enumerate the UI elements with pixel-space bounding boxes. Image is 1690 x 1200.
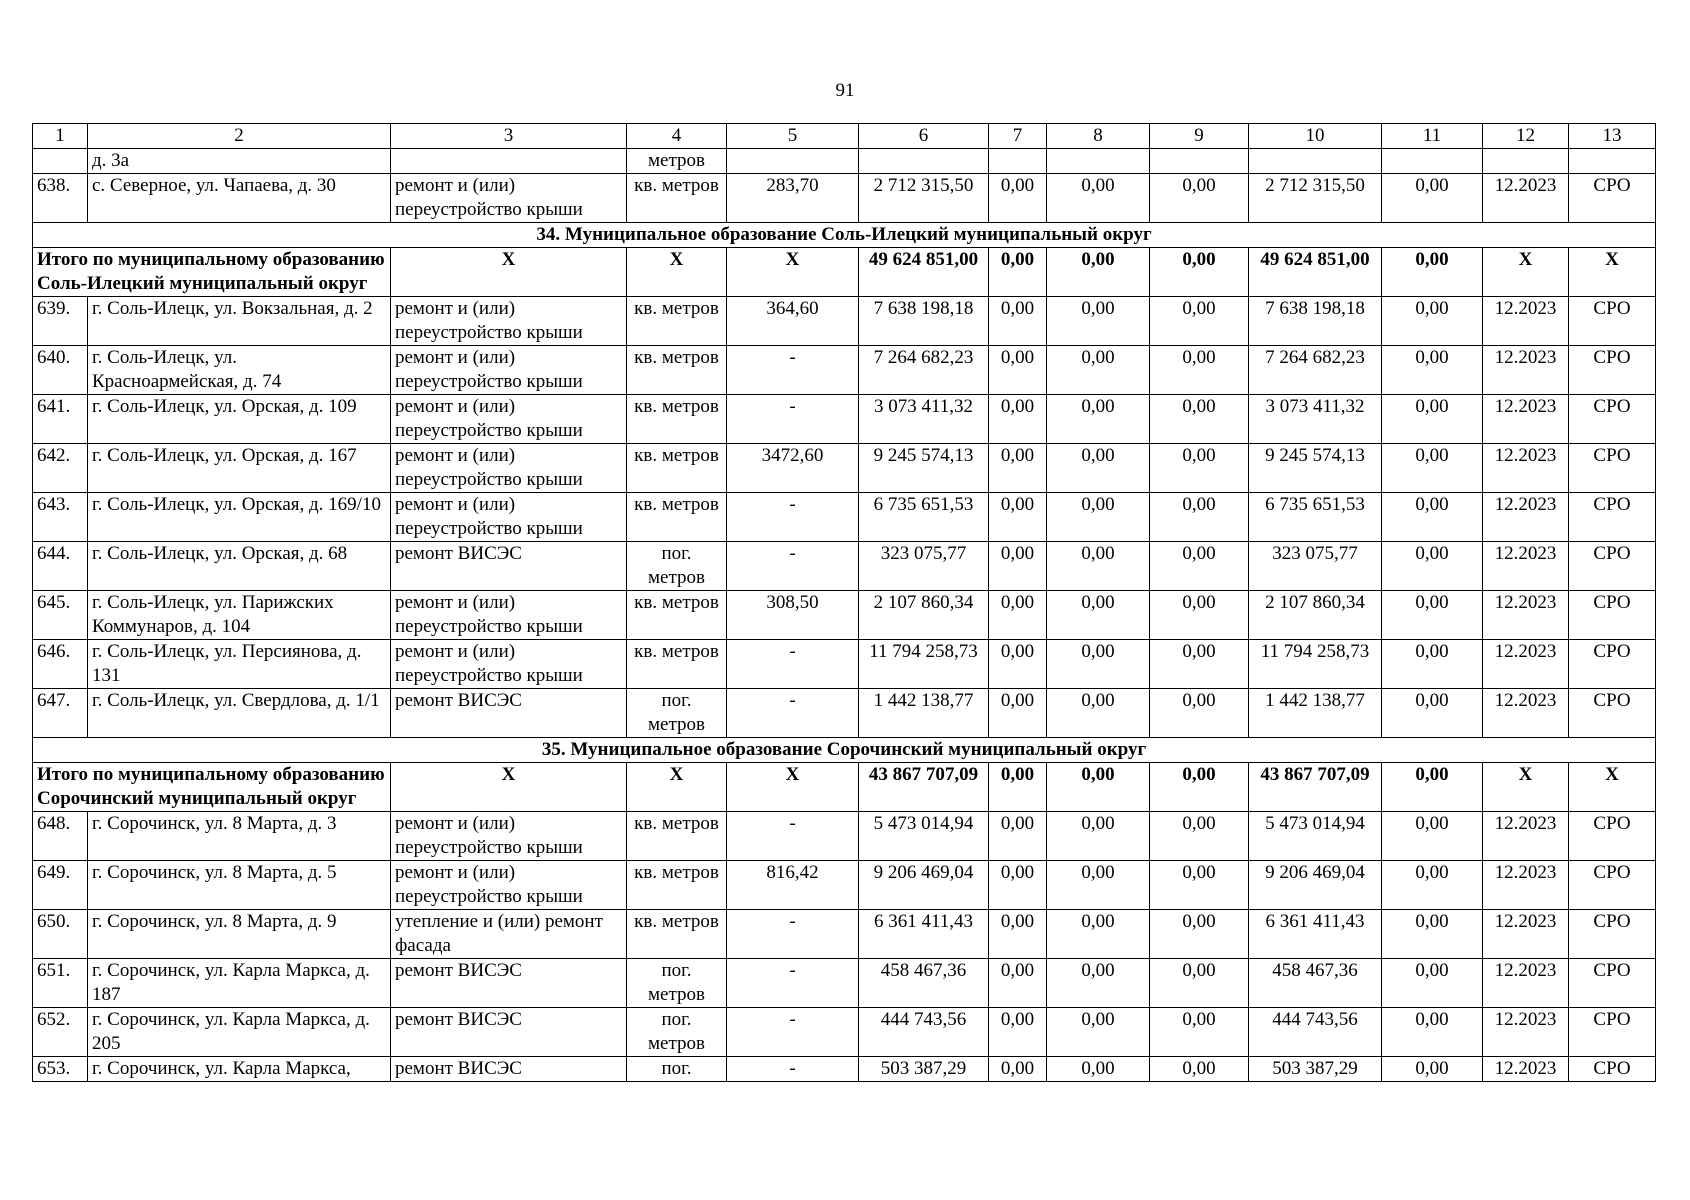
subtotal-row bbox=[33, 763, 1656, 812]
value-cell bbox=[1150, 149, 1249, 174]
unit-cell: пог. метров bbox=[627, 959, 727, 1008]
row-number: 647. bbox=[33, 689, 88, 738]
value-cell: 0,00 bbox=[989, 542, 1047, 591]
row-number: 642. bbox=[33, 444, 88, 493]
total-cost-cell bbox=[1249, 149, 1382, 174]
column-number-cell: 1 bbox=[33, 124, 88, 149]
total-cost-cell: 5 473 014,94 bbox=[1249, 812, 1382, 861]
value-cell: 0,00 bbox=[1150, 910, 1249, 959]
work-type-cell: ремонт и (или) переустройство крыши bbox=[391, 395, 627, 444]
cost-cell: 2 712 315,50 bbox=[859, 174, 989, 223]
table-row bbox=[33, 959, 1656, 1008]
area-cell: - bbox=[727, 395, 859, 444]
value-cell: 0,00 bbox=[1382, 395, 1483, 444]
value-cell: 0,00 bbox=[989, 959, 1047, 1008]
cost-cell: 3 073 411,32 bbox=[859, 395, 989, 444]
work-type-cell: ремонт и (или) переустройство крыши bbox=[391, 812, 627, 861]
organization-cell: СРО bbox=[1569, 959, 1656, 1008]
work-type-cell: ремонт и (или) переустройство крыши bbox=[391, 444, 627, 493]
unit-cell: кв. метров bbox=[627, 493, 727, 542]
work-type-cell: утепление и (или) ремонт фасада bbox=[391, 910, 627, 959]
value-cell: 0,00 bbox=[1047, 861, 1150, 910]
row-number: 641. bbox=[33, 395, 88, 444]
table-row bbox=[33, 1008, 1656, 1057]
value-cell: 0,00 bbox=[1382, 910, 1483, 959]
value-cell: 0,00 bbox=[1150, 493, 1249, 542]
address-cell: г. Сорочинск, ул. Карла Маркса, д. 187 bbox=[88, 959, 391, 1008]
work-type-cell: ремонт ВИСЭС bbox=[391, 542, 627, 591]
work-type-cell: ремонт и (или) переустройство крыши bbox=[391, 591, 627, 640]
cost-cell: 458 467,36 bbox=[859, 959, 989, 1008]
organization-cell: СРО bbox=[1569, 640, 1656, 689]
address-cell: г. Соль-Илецк, ул. Красноармейская, д. 74 bbox=[88, 346, 391, 395]
value-cell: 0,00 bbox=[1047, 812, 1150, 861]
area-cell: 3472,60 bbox=[727, 444, 859, 493]
address-cell: г. Соль-Илецк, ул. Вокзальная, д. 2 bbox=[88, 297, 391, 346]
subtotal-value: 0,00 bbox=[1150, 248, 1249, 297]
row-number: 648. bbox=[33, 812, 88, 861]
organization-cell: СРО bbox=[1569, 174, 1656, 223]
value-cell: 0,00 bbox=[1047, 1008, 1150, 1057]
address-cell: г. Соль-Илецк, ул. Орская, д. 167 bbox=[88, 444, 391, 493]
address-cell: г. Соль-Илецк, ул. Орская, д. 109 bbox=[88, 395, 391, 444]
total-cost-cell: 2 712 315,50 bbox=[1249, 174, 1382, 223]
organization-cell: СРО bbox=[1569, 812, 1656, 861]
value-cell: 0,00 bbox=[1047, 640, 1150, 689]
row-number: 639. bbox=[33, 297, 88, 346]
unit-cell: пог. bbox=[627, 1057, 727, 1082]
total-cost-cell: 6 735 651,53 bbox=[1249, 493, 1382, 542]
address-cell: г. Соль-Илецк, ул. Орская, д. 68 bbox=[88, 542, 391, 591]
value-cell: 0,00 bbox=[989, 812, 1047, 861]
date-cell: 12.2023 bbox=[1483, 689, 1569, 738]
value-cell: 0,00 bbox=[1382, 1008, 1483, 1057]
value-cell: 0,00 bbox=[1150, 174, 1249, 223]
organization-cell: СРО bbox=[1569, 493, 1656, 542]
total-cost-cell: 2 107 860,34 bbox=[1249, 591, 1382, 640]
unit-cell: кв. метров bbox=[627, 910, 727, 959]
unit-cell: кв. метров bbox=[627, 861, 727, 910]
organization-cell: СРО bbox=[1569, 542, 1656, 591]
subtotal-x-cell: X bbox=[1569, 248, 1656, 297]
row-number: 653. bbox=[33, 1057, 88, 1082]
row-number: 650. bbox=[33, 910, 88, 959]
subtotal-value: 0,00 bbox=[989, 763, 1047, 812]
subtotal-label: Итого по муниципальному образованию Соль-Илецкий муниципальный округ bbox=[33, 248, 391, 297]
value-cell: 0,00 bbox=[1150, 346, 1249, 395]
value-cell: 0,00 bbox=[989, 861, 1047, 910]
work-type-cell: ремонт ВИСЭС bbox=[391, 1008, 627, 1057]
work-type-cell bbox=[391, 149, 627, 174]
date-cell: 12.2023 bbox=[1483, 959, 1569, 1008]
value-cell: 0,00 bbox=[989, 493, 1047, 542]
work-type-cell: ремонт ВИСЭС bbox=[391, 1057, 627, 1082]
area-cell: 816,42 bbox=[727, 861, 859, 910]
date-cell: 12.2023 bbox=[1483, 1008, 1569, 1057]
work-type-cell: ремонт и (или) переустройство крыши bbox=[391, 640, 627, 689]
date-cell: 12.2023 bbox=[1483, 542, 1569, 591]
date-cell: 12.2023 bbox=[1483, 1057, 1569, 1082]
page-number: 91 bbox=[835, 80, 855, 101]
date-cell: 12.2023 bbox=[1483, 395, 1569, 444]
value-cell: 0,00 bbox=[1047, 297, 1150, 346]
value-cell: 0,00 bbox=[1150, 542, 1249, 591]
cost-cell: 9 206 469,04 bbox=[859, 861, 989, 910]
value-cell: 0,00 bbox=[1150, 1008, 1249, 1057]
area-cell: - bbox=[727, 1008, 859, 1057]
value-cell: 0,00 bbox=[1150, 959, 1249, 1008]
cost-cell bbox=[859, 149, 989, 174]
unit-cell: пог. метров bbox=[627, 689, 727, 738]
value-cell: 0,00 bbox=[1382, 689, 1483, 738]
subtotal-value: 0,00 bbox=[1047, 763, 1150, 812]
total-cost-cell: 9 206 469,04 bbox=[1249, 861, 1382, 910]
work-type-cell: ремонт и (или) переустройство крыши bbox=[391, 346, 627, 395]
date-cell bbox=[1483, 149, 1569, 174]
table-row bbox=[33, 346, 1656, 395]
total-cost-cell: 6 361 411,43 bbox=[1249, 910, 1382, 959]
value-cell: 0,00 bbox=[1047, 689, 1150, 738]
value-cell: 0,00 bbox=[989, 910, 1047, 959]
total-cost-cell: 444 743,56 bbox=[1249, 1008, 1382, 1057]
date-cell: 12.2023 bbox=[1483, 444, 1569, 493]
column-number-cell: 2 bbox=[88, 124, 391, 149]
table-row bbox=[33, 395, 1656, 444]
table-row bbox=[33, 640, 1656, 689]
unit-cell: кв. метров bbox=[627, 444, 727, 493]
value-cell: 0,00 bbox=[1047, 174, 1150, 223]
value-cell: 0,00 bbox=[1047, 1057, 1150, 1082]
value-cell: 0,00 bbox=[1150, 1057, 1249, 1082]
subtotal-x-cell: X bbox=[727, 763, 859, 812]
value-cell: 0,00 bbox=[1150, 861, 1249, 910]
subtotal-cost: 49 624 851,00 bbox=[1249, 248, 1382, 297]
table-row bbox=[33, 174, 1656, 223]
value-cell: 0,00 bbox=[989, 689, 1047, 738]
area-cell: - bbox=[727, 1057, 859, 1082]
unit-cell: метров bbox=[627, 149, 727, 174]
column-number-cell: 9 bbox=[1150, 124, 1249, 149]
value-cell: 0,00 bbox=[989, 174, 1047, 223]
subtotal-x-cell: X bbox=[391, 763, 627, 812]
value-cell: 0,00 bbox=[1382, 640, 1483, 689]
row-number: 640. bbox=[33, 346, 88, 395]
total-cost-cell: 3 073 411,32 bbox=[1249, 395, 1382, 444]
organization-cell: СРО bbox=[1569, 346, 1656, 395]
table-row bbox=[33, 444, 1656, 493]
total-cost-cell: 503 387,29 bbox=[1249, 1057, 1382, 1082]
unit-cell: кв. метров bbox=[627, 297, 727, 346]
register-table bbox=[32, 123, 1656, 1082]
column-number-cell: 8 bbox=[1047, 124, 1150, 149]
address-cell: г. Сорочинск, ул. 8 Марта, д. 5 bbox=[88, 861, 391, 910]
value-cell: 0,00 bbox=[1382, 297, 1483, 346]
table-row bbox=[33, 149, 1656, 174]
total-cost-cell: 458 467,36 bbox=[1249, 959, 1382, 1008]
organization-cell: СРО bbox=[1569, 395, 1656, 444]
column-number-cell: 5 bbox=[727, 124, 859, 149]
organization-cell: СРО bbox=[1569, 861, 1656, 910]
table-row bbox=[33, 1057, 1656, 1082]
date-cell: 12.2023 bbox=[1483, 910, 1569, 959]
value-cell: 0,00 bbox=[1047, 542, 1150, 591]
area-cell: - bbox=[727, 493, 859, 542]
column-number-cell: 12 bbox=[1483, 124, 1569, 149]
subtotal-row bbox=[33, 248, 1656, 297]
work-type-cell: ремонт ВИСЭС bbox=[391, 689, 627, 738]
value-cell: 0,00 bbox=[1382, 812, 1483, 861]
subtotal-x-cell: X bbox=[627, 248, 727, 297]
total-cost-cell: 1 442 138,77 bbox=[1249, 689, 1382, 738]
organization-cell: СРО bbox=[1569, 297, 1656, 346]
subtotal-label: Итого по муниципальному образованию Сорочинский муниципальный округ bbox=[33, 763, 391, 812]
value-cell: 0,00 bbox=[1382, 1057, 1483, 1082]
address-cell: г. Соль-Илецк, ул. Парижских Коммунаров, д. 104 bbox=[88, 591, 391, 640]
value-cell: 0,00 bbox=[1150, 297, 1249, 346]
organization-cell bbox=[1569, 149, 1656, 174]
cost-cell: 7 638 198,18 bbox=[859, 297, 989, 346]
value-cell: 0,00 bbox=[989, 640, 1047, 689]
cost-cell: 7 264 682,23 bbox=[859, 346, 989, 395]
row-number: 645. bbox=[33, 591, 88, 640]
total-cost-cell: 11 794 258,73 bbox=[1249, 640, 1382, 689]
cost-cell: 503 387,29 bbox=[859, 1057, 989, 1082]
address-cell: с. Северное, ул. Чапаева, д. 30 bbox=[88, 174, 391, 223]
address-cell: г. Соль-Илецк, ул. Свердлова, д. 1/1 bbox=[88, 689, 391, 738]
cost-cell: 11 794 258,73 bbox=[859, 640, 989, 689]
value-cell: 0,00 bbox=[1382, 959, 1483, 1008]
value-cell: 0,00 bbox=[989, 395, 1047, 444]
date-cell: 12.2023 bbox=[1483, 493, 1569, 542]
total-cost-cell: 9 245 574,13 bbox=[1249, 444, 1382, 493]
value-cell: 0,00 bbox=[1047, 444, 1150, 493]
value-cell: 0,00 bbox=[989, 346, 1047, 395]
organization-cell: СРО bbox=[1569, 1008, 1656, 1057]
area-cell: - bbox=[727, 346, 859, 395]
value-cell: 0,00 bbox=[1150, 689, 1249, 738]
table-row bbox=[33, 297, 1656, 346]
organization-cell: СРО bbox=[1569, 910, 1656, 959]
area-cell: - bbox=[727, 959, 859, 1008]
value-cell: 0,00 bbox=[1382, 174, 1483, 223]
subtotal-x-cell: X bbox=[727, 248, 859, 297]
column-number-cell: 4 bbox=[627, 124, 727, 149]
value-cell: 0,00 bbox=[1382, 542, 1483, 591]
value-cell: 0,00 bbox=[1047, 493, 1150, 542]
cost-cell: 6 735 651,53 bbox=[859, 493, 989, 542]
area-cell: - bbox=[727, 640, 859, 689]
section-title: 34. Муниципальное образование Соль-Илецкий муниципальный округ bbox=[33, 223, 1656, 248]
value-cell: 0,00 bbox=[1382, 444, 1483, 493]
subtotal-cost: 43 867 707,09 bbox=[859, 763, 989, 812]
unit-cell: пог. метров bbox=[627, 1008, 727, 1057]
value-cell: 0,00 bbox=[1047, 959, 1150, 1008]
subtotal-value: 0,00 bbox=[1047, 248, 1150, 297]
area-cell: 364,60 bbox=[727, 297, 859, 346]
section-title: 35. Муниципальное образование Сорочинский муниципальный округ bbox=[33, 738, 1656, 763]
value-cell: 0,00 bbox=[989, 1008, 1047, 1057]
work-type-cell: ремонт и (или) переустройство крыши bbox=[391, 861, 627, 910]
table-row bbox=[33, 493, 1656, 542]
column-number-cell: 11 bbox=[1382, 124, 1483, 149]
table-body bbox=[33, 149, 1656, 1082]
column-number-cell: 13 bbox=[1569, 124, 1656, 149]
row-number: 651. bbox=[33, 959, 88, 1008]
date-cell: 12.2023 bbox=[1483, 591, 1569, 640]
row-number: 644. bbox=[33, 542, 88, 591]
value-cell bbox=[1382, 149, 1483, 174]
organization-cell: СРО bbox=[1569, 444, 1656, 493]
value-cell: 0,00 bbox=[1047, 395, 1150, 444]
organization-cell: СРО bbox=[1569, 689, 1656, 738]
date-cell: 12.2023 bbox=[1483, 297, 1569, 346]
value-cell: 0,00 bbox=[1047, 910, 1150, 959]
column-number-cell: 6 bbox=[859, 124, 989, 149]
address-cell: д. 3а bbox=[88, 149, 391, 174]
date-cell: 12.2023 bbox=[1483, 640, 1569, 689]
value-cell: 0,00 bbox=[1047, 346, 1150, 395]
table-row bbox=[33, 542, 1656, 591]
value-cell: 0,00 bbox=[1047, 591, 1150, 640]
subtotal-value: 0,00 bbox=[989, 248, 1047, 297]
subtotal-value: 0,00 bbox=[1382, 763, 1483, 812]
address-cell: г. Сорочинск, ул. 8 Марта, д. 3 bbox=[88, 812, 391, 861]
value-cell: 0,00 bbox=[1382, 493, 1483, 542]
work-type-cell: ремонт и (или) переустройство крыши bbox=[391, 493, 627, 542]
work-type-cell: ремонт и (или) переустройство крыши bbox=[391, 174, 627, 223]
unit-cell: кв. метров bbox=[627, 395, 727, 444]
value-cell: 0,00 bbox=[989, 1057, 1047, 1082]
value-cell bbox=[989, 149, 1047, 174]
unit-cell: кв. метров bbox=[627, 591, 727, 640]
area-cell: 283,70 bbox=[727, 174, 859, 223]
subtotal-cost: 49 624 851,00 bbox=[859, 248, 989, 297]
area-cell: - bbox=[727, 910, 859, 959]
total-cost-cell: 323 075,77 bbox=[1249, 542, 1382, 591]
cost-cell: 444 743,56 bbox=[859, 1008, 989, 1057]
total-cost-cell: 7 638 198,18 bbox=[1249, 297, 1382, 346]
organization-cell: СРО bbox=[1569, 591, 1656, 640]
section-header-row bbox=[33, 738, 1656, 763]
table-row bbox=[33, 910, 1656, 959]
date-cell: 12.2023 bbox=[1483, 812, 1569, 861]
unit-cell: пог. метров bbox=[627, 542, 727, 591]
address-cell: г. Сорочинск, ул. Карла Маркса, bbox=[88, 1057, 391, 1082]
subtotal-x-cell: X bbox=[627, 763, 727, 812]
area-cell: 308,50 bbox=[727, 591, 859, 640]
area-cell bbox=[727, 149, 859, 174]
subtotal-x-cell: X bbox=[391, 248, 627, 297]
cost-cell: 5 473 014,94 bbox=[859, 812, 989, 861]
unit-cell: кв. метров bbox=[627, 174, 727, 223]
table-row bbox=[33, 861, 1656, 910]
area-cell: - bbox=[727, 542, 859, 591]
date-cell: 12.2023 bbox=[1483, 174, 1569, 223]
subtotal-value: 0,00 bbox=[1150, 763, 1249, 812]
column-number-cell: 10 bbox=[1249, 124, 1382, 149]
value-cell: 0,00 bbox=[989, 444, 1047, 493]
cost-cell: 2 107 860,34 bbox=[859, 591, 989, 640]
value-cell: 0,00 bbox=[1150, 591, 1249, 640]
value-cell: 0,00 bbox=[1150, 640, 1249, 689]
row-number: 638. bbox=[33, 174, 88, 223]
row-number bbox=[33, 149, 88, 174]
table-row bbox=[33, 689, 1656, 738]
table-row bbox=[33, 812, 1656, 861]
work-type-cell: ремонт и (или) переустройство крыши bbox=[391, 297, 627, 346]
column-number-cell: 3 bbox=[391, 124, 627, 149]
value-cell: 0,00 bbox=[989, 591, 1047, 640]
row-number: 649. bbox=[33, 861, 88, 910]
address-cell: г. Сорочинск, ул. 8 Марта, д. 9 bbox=[88, 910, 391, 959]
subtotal-x-cell: X bbox=[1483, 248, 1569, 297]
subtotal-cost: 43 867 707,09 bbox=[1249, 763, 1382, 812]
date-cell: 12.2023 bbox=[1483, 346, 1569, 395]
subtotal-x-cell: X bbox=[1569, 763, 1656, 812]
subtotal-x-cell: X bbox=[1483, 763, 1569, 812]
table-row bbox=[33, 591, 1656, 640]
cost-cell: 323 075,77 bbox=[859, 542, 989, 591]
value-cell: 0,00 bbox=[1382, 861, 1483, 910]
work-type-cell: ремонт ВИСЭС bbox=[391, 959, 627, 1008]
row-number: 643. bbox=[33, 493, 88, 542]
total-cost-cell: 7 264 682,23 bbox=[1249, 346, 1382, 395]
value-cell bbox=[1047, 149, 1150, 174]
row-number: 652. bbox=[33, 1008, 88, 1057]
date-cell: 12.2023 bbox=[1483, 861, 1569, 910]
organization-cell: СРО bbox=[1569, 1057, 1656, 1082]
area-cell: - bbox=[727, 689, 859, 738]
value-cell: 0,00 bbox=[1382, 591, 1483, 640]
value-cell: 0,00 bbox=[1150, 444, 1249, 493]
value-cell: 0,00 bbox=[1382, 346, 1483, 395]
column-number-row bbox=[33, 124, 1656, 149]
row-number: 646. bbox=[33, 640, 88, 689]
section-header-row bbox=[33, 223, 1656, 248]
unit-cell: кв. метров bbox=[627, 640, 727, 689]
address-cell: г. Соль-Илецк, ул. Орская, д. 169/10 bbox=[88, 493, 391, 542]
value-cell: 0,00 bbox=[1150, 812, 1249, 861]
value-cell: 0,00 bbox=[1150, 395, 1249, 444]
value-cell: 0,00 bbox=[989, 297, 1047, 346]
column-number-cell: 7 bbox=[989, 124, 1047, 149]
unit-cell: кв. метров bbox=[627, 812, 727, 861]
unit-cell: кв. метров bbox=[627, 346, 727, 395]
subtotal-value: 0,00 bbox=[1382, 248, 1483, 297]
area-cell: - bbox=[727, 812, 859, 861]
address-cell: г. Соль-Илецк, ул. Персиянова, д. 131 bbox=[88, 640, 391, 689]
cost-cell: 6 361 411,43 bbox=[859, 910, 989, 959]
cost-cell: 1 442 138,77 bbox=[859, 689, 989, 738]
cost-cell: 9 245 574,13 bbox=[859, 444, 989, 493]
address-cell: г. Сорочинск, ул. Карла Маркса, д. 205 bbox=[88, 1008, 391, 1057]
